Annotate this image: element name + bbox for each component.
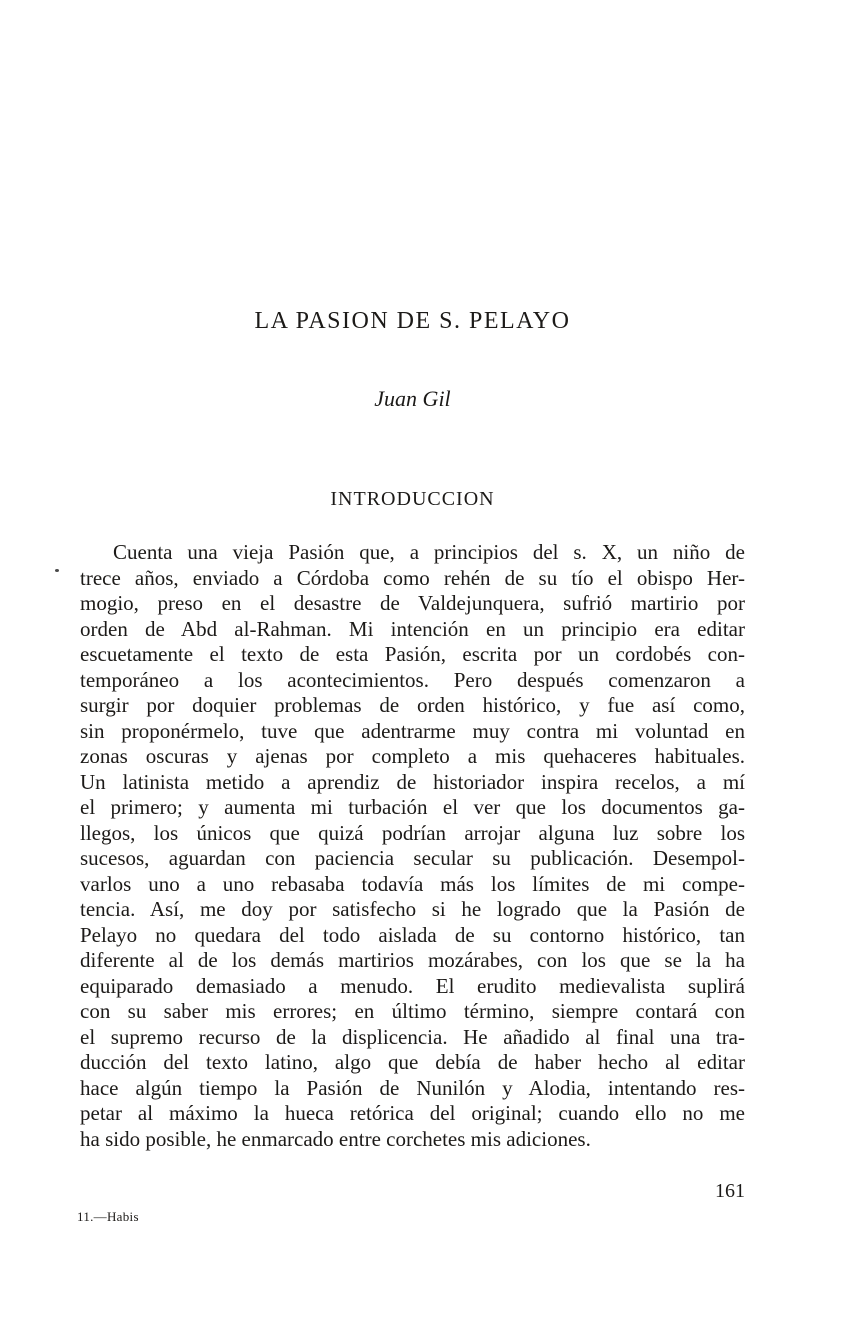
- body-text-line: llegos, los únicos que quizá podrían arrojar alguna luz sobre los: [80, 820, 745, 845]
- section-heading: INTRODUCCION: [330, 488, 495, 510]
- author-name: Juan Gil: [374, 386, 451, 411]
- body-text-line: el supremo recurso de la displicencia. He añadido al final una tra-: [80, 1024, 745, 1049]
- body-text-line: varlos uno a uno rebasaba todavía más los límites de mi compe-: [80, 871, 745, 896]
- body-text-line: Cuenta una vieja Pasión que, a principios del s. X, un niño de: [113, 540, 745, 564]
- scan-speck: [55, 569, 59, 572]
- body-text-line: trece años, enviado a Córdoba como rehén de su tío el obispo Her-: [80, 565, 745, 590]
- signature-mark: 11.—Habis: [77, 1209, 139, 1224]
- body-text-line: el primero; y aumenta mi turbación el ver que los documentos ga-: [80, 795, 745, 819]
- body-text-line: zonas oscuras y ajenas por completo a mis quehaceres habituales.: [80, 744, 745, 768]
- body-text-line: surgir por doquier problemas de orden histórico, y fue así como,: [80, 693, 745, 717]
- body-text-line: ducción del texto latino, algo que debía de haber hecho al editar: [80, 1050, 745, 1074]
- body-text-line: sin proponérmelo, tuve que adentrarme muy contra mi voluntad en: [80, 718, 745, 743]
- body-text-line: mogio, preso en el desastre de Valdejunquera, sufrió martirio por: [80, 591, 745, 615]
- body-text-line: ha sido posible, he enmarcado entre corchetes mis adiciones.: [80, 1126, 591, 1151]
- body-text-line: Pelayo no quedara del todo aislada de su contorno histórico, tan: [80, 922, 745, 947]
- body-text: [80, 540, 745, 1152]
- body-text-line: equiparado demasiado a menudo. El erudito medievalista suplirá: [80, 973, 745, 998]
- body-text-line: hace algún tiempo la Pasión de Nunilón y Alodia, intentando res-: [80, 1075, 745, 1100]
- article-title: LA PASION DE S. PELAYO: [254, 308, 571, 334]
- body-text-line: diferente al de los demás martirios mozárabes, con los que se la ha: [80, 948, 745, 972]
- body-text-line: orden de Abd al-Rahman. Mi intención en un principio era editar: [80, 616, 745, 641]
- body-text-line: escuetamente el texto de esta Pasión, escrita por un cordobés con-: [80, 642, 745, 666]
- page-number: 161: [715, 1180, 745, 1202]
- body-text-line: sucesos, aguardan con paciencia secular su publicación. Desempol-: [80, 846, 745, 870]
- body-text-line: Un latinista metido a aprendiz de historiador inspira recelos, a mí: [80, 769, 745, 794]
- body-text-line: temporáneo a los acontecimientos. Pero después comenzaron a: [80, 667, 745, 692]
- body-text-line: con su saber mis errores; en último término, siempre contará con: [80, 999, 745, 1023]
- body-text-line: petar al máximo la hueca retórica del original; cuando ello no me: [80, 1101, 745, 1125]
- body-text-line: tencia. Así, me doy por satisfecho si he logrado que la Pasión de: [80, 897, 745, 921]
